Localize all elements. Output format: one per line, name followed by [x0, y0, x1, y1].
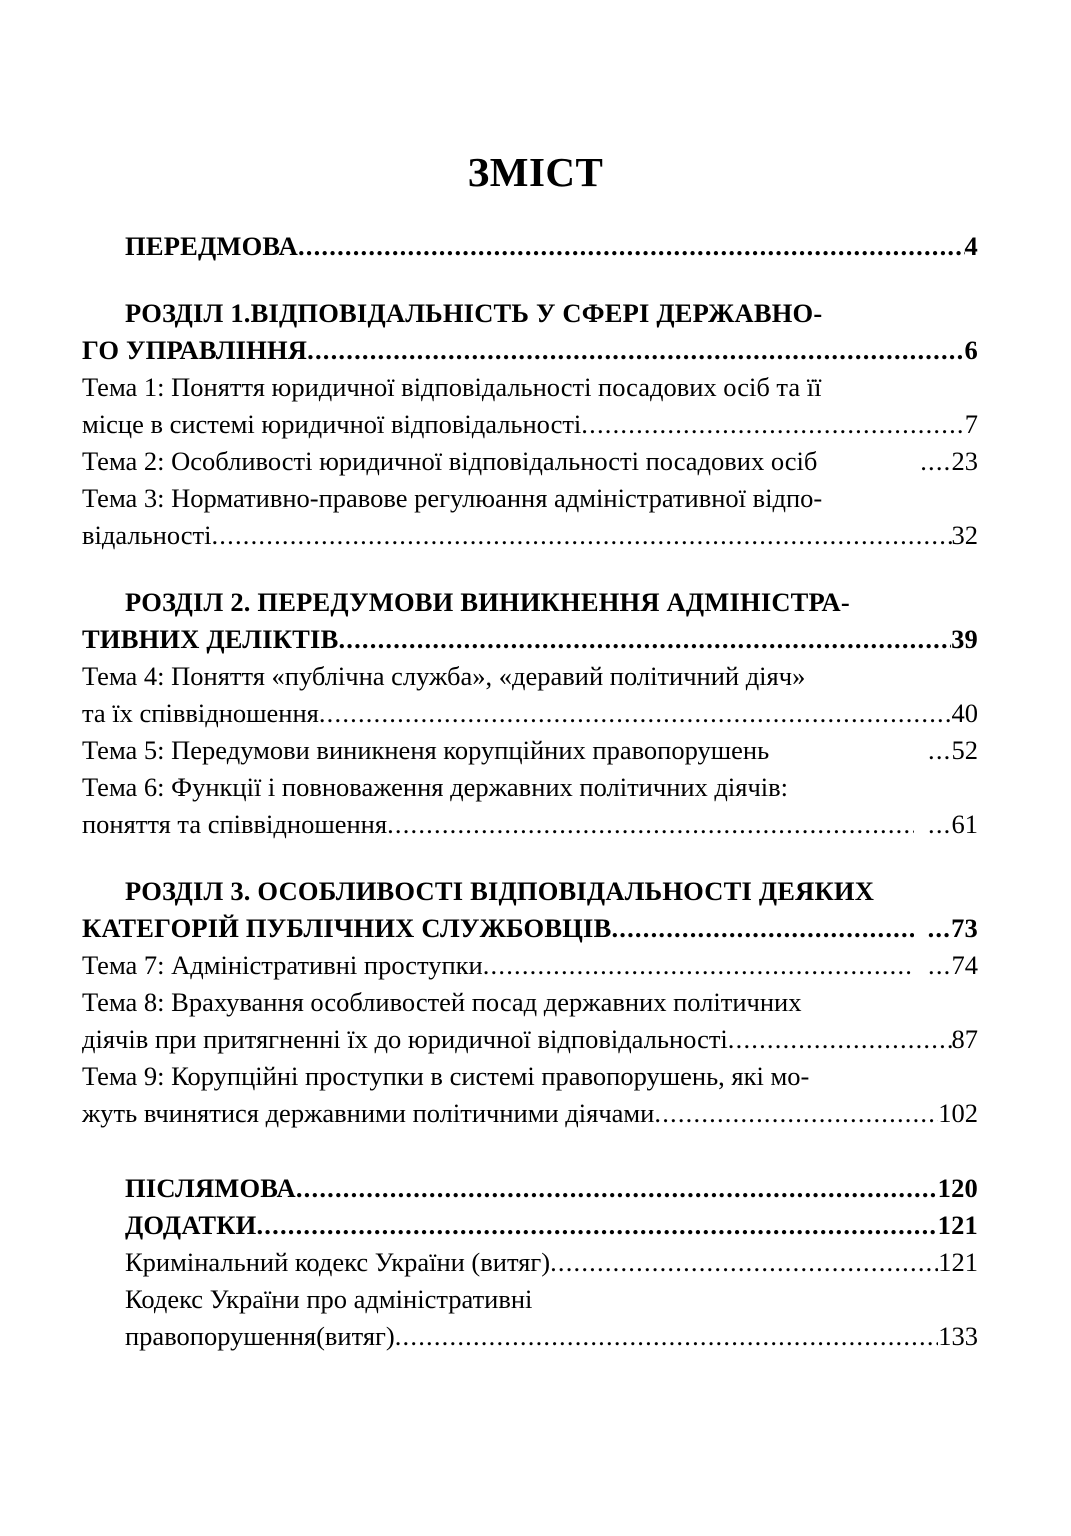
page-number: 102: [938, 1098, 978, 1128]
toc-entry-topic-4-line-1[interactable]: [82, 658, 978, 695]
dot-leader: [211, 517, 951, 554]
page-number: 120: [937, 1173, 978, 1203]
toc-entry-topic-6-line-2[interactable]: [82, 806, 978, 843]
dot-leader: [550, 1244, 938, 1281]
dot-leader: [296, 1170, 938, 1207]
toc-entry-section-3-heading-line-1[interactable]: [82, 873, 978, 910]
toc-entry-topic-1-line-1[interactable]: [82, 369, 978, 406]
toc-entry-topic-3-line-2[interactable]: [82, 517, 978, 554]
toc-entry-label: Тема 4: Поняття «публічна служба», «деравий політичний діяч»: [82, 661, 806, 691]
toc-entry-section-3-heading-line-2[interactable]: [82, 910, 978, 947]
group-spacer: [82, 554, 978, 584]
toc-entry-topic-5[interactable]: [82, 732, 978, 769]
toc-entry-label: ПЕРЕДМОВА: [125, 231, 298, 261]
toc-entry-label: Тема 6: Функції і повноваження державних політичних діячів:: [82, 772, 789, 802]
dot-leader: [256, 1207, 937, 1244]
page-number: 39: [951, 624, 978, 654]
toc-entry-topic-7[interactable]: [82, 947, 978, 984]
toc-entry-topic-4-line-2[interactable]: [82, 695, 978, 732]
dot-leader: [395, 1318, 939, 1355]
toc-entry-label: Тема 7: Адміністративні проступки: [82, 950, 483, 980]
toc-entry-topic-9-line-2[interactable]: [82, 1095, 978, 1132]
page-number: 121: [937, 1210, 978, 1240]
page-number: 7: [964, 409, 978, 439]
toc-entry-label: КАТЕГОРІЙ ПУБЛІЧНИХ СЛУЖБОВЦІВ: [82, 913, 612, 943]
toc-entry-label: Тема 8: Врахування особливостей посад державних політичних: [82, 987, 802, 1017]
toc-entry-label: жуть вчинятися державними політичними діячами: [82, 1098, 655, 1128]
toc-entry-section-2-heading-line-2[interactable]: [82, 621, 978, 658]
toc-entry-label: Тема 9: Корупційні проступки в системі правопорушень, які мо-: [82, 1061, 810, 1091]
dot-leader: [298, 228, 965, 265]
toc-entry-preface[interactable]: [82, 228, 978, 265]
toc-entry-label: Тема 2: Особливості юридичної відповідальності посадових осіб: [82, 446, 818, 476]
dot-leader: [338, 621, 951, 658]
toc-entry-label: ДОДАТКИ: [125, 1210, 257, 1240]
toc-group-section-2: [82, 584, 978, 843]
toc-group-section-3: [82, 873, 978, 1132]
group-spacer: [82, 265, 978, 295]
toc-entry-topic-9-line-1[interactable]: [82, 1058, 978, 1095]
table-of-contents: [82, 228, 978, 1355]
toc-entry-topic-3-line-1[interactable]: [82, 480, 978, 517]
toc-entry-label: Кримінальний кодекс України (витяг): [125, 1247, 551, 1277]
page-number: 133: [938, 1321, 978, 1351]
page-number: 74: [951, 950, 978, 980]
toc-entry-label: діячів при притягненні їх до юридичної відповідальності: [82, 1024, 728, 1054]
toc-entry-label: Тема 5: Передумови виникненя корупційних правопорушень: [82, 735, 776, 765]
toc-entry-appendices[interactable]: [82, 1207, 978, 1244]
toc-entry-label: поняття та співвідношення: [82, 809, 388, 839]
toc-group-back-matter: [82, 1170, 978, 1355]
dot-leader: [654, 1095, 938, 1132]
page-number: 73: [951, 913, 978, 943]
toc-entry-label: Тема 3: Нормативно-правове регулюання адміністративної відпо-: [82, 483, 823, 513]
page-number: 121: [938, 1247, 978, 1277]
toc-entry-afterword[interactable]: [82, 1170, 978, 1207]
toc-entry-label: ПІСЛЯМОВА: [125, 1173, 296, 1203]
toc-entry-section-2-heading-line-1[interactable]: [82, 584, 978, 621]
toc-entry-label: Кодекс України про адміністративні: [125, 1284, 533, 1314]
page-number: 32: [951, 520, 978, 550]
toc-entry-section-1-heading-line-2[interactable]: [82, 332, 978, 369]
dot-leader-short: ...: [928, 809, 952, 839]
toc-entry-label: відальності: [82, 520, 212, 550]
toc-entry-topic-1-line-2[interactable]: [82, 406, 978, 443]
dot-leader: [307, 332, 964, 369]
toc-entry-label: ГО УПРАВЛІННЯ: [82, 335, 308, 365]
toc-entry-label: РОЗДІЛ 3. ОСОБЛИВОСТІ ВІДПОВІДАЛЬНОСТІ ДЕЯКИХ: [125, 876, 875, 906]
page-number: 61: [951, 809, 978, 839]
toc-entry-topic-2[interactable]: [82, 443, 978, 480]
page-number: 4: [964, 231, 978, 261]
toc-entry-topic-6-line-1[interactable]: [82, 769, 978, 806]
dot-leader: [581, 406, 964, 443]
toc-group-preface: [82, 228, 978, 265]
toc-entry-label: та їх співвідношення: [82, 698, 319, 728]
toc-entry-topic-8-line-1[interactable]: [82, 984, 978, 1021]
dot-leader: [483, 947, 914, 984]
dot-leader: [387, 806, 914, 843]
page-number: 23: [951, 446, 978, 476]
toc-entry-label: РОЗДІЛ 1.ВІДПОВІДАЛЬНІСТЬ У СФЕРІ ДЕРЖАВНО-: [125, 298, 823, 328]
dot-leader: [728, 1021, 952, 1058]
page-number: 40: [951, 698, 978, 728]
dot-leader: [319, 695, 952, 732]
toc-entry-criminal-code[interactable]: [82, 1244, 978, 1281]
group-spacer: [82, 843, 978, 873]
page-number: 87: [951, 1024, 978, 1054]
dot-leader-short: ...: [928, 950, 952, 980]
toc-entry-label: правопорушення(витяг): [125, 1321, 395, 1351]
page-number: 6: [964, 335, 978, 365]
dot-leader-short: ...: [928, 735, 952, 765]
toc-entry-admin-code-line-2[interactable]: [82, 1318, 978, 1355]
dot-leader: [611, 910, 913, 947]
page-title: ЗМІСТ: [467, 149, 604, 195]
page-number: 52: [951, 735, 978, 765]
toc-entry-label: місце в системі юридичної відповідальності: [82, 409, 582, 439]
toc-entry-admin-code-line-1[interactable]: [82, 1281, 978, 1318]
group-spacer: [82, 1132, 978, 1170]
dot-leader-short: ....: [920, 446, 952, 476]
toc-entry-label: РОЗДІЛ 2. ПЕРЕДУМОВИ ВИНИКНЕННЯ АДМІНІСТРА-: [125, 587, 850, 617]
toc-entry-label: Тема 1: Поняття юридичної відповідальності посадових осіб та її: [82, 372, 822, 402]
toc-entry-section-1-heading-line-1[interactable]: [82, 295, 978, 332]
dot-leader-short: ...: [927, 913, 952, 943]
toc-entry-topic-8-line-2[interactable]: [82, 1021, 978, 1058]
toc-group-section-1: [82, 295, 978, 554]
toc-entry-label: ТИВНИХ ДЕЛІКТІВ: [82, 624, 339, 654]
